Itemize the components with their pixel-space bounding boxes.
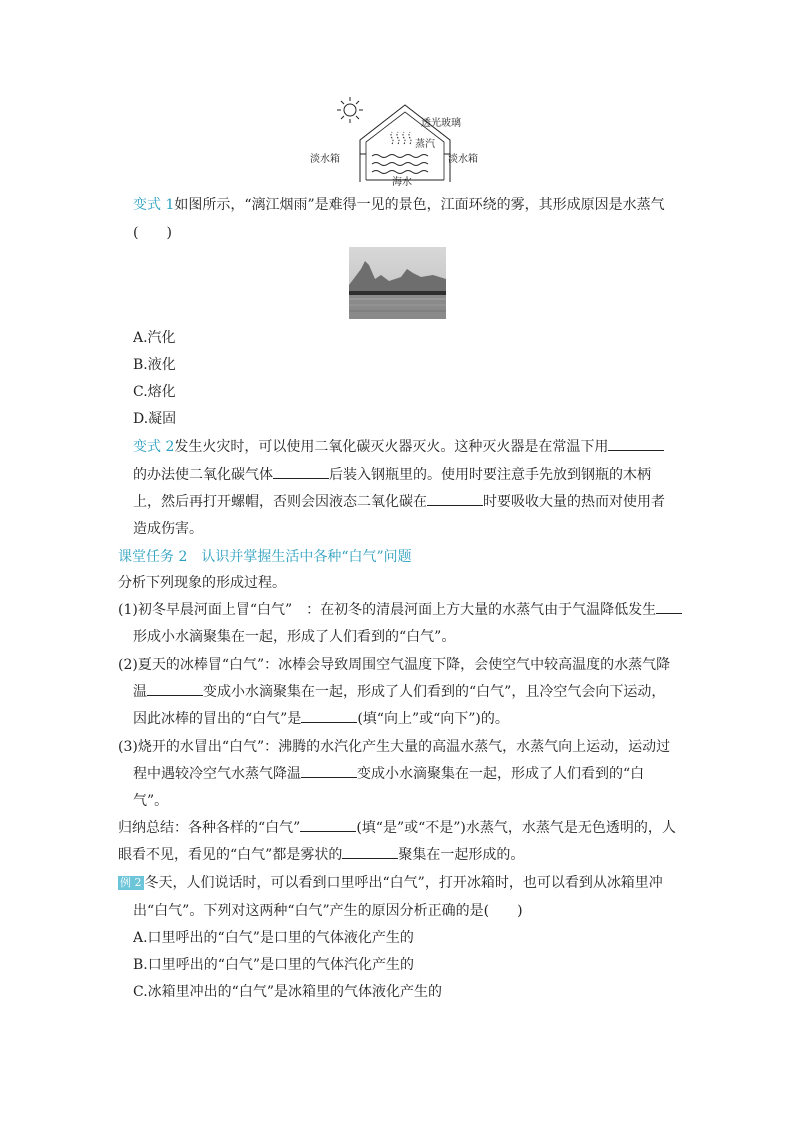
summary-line1: 归纳总结：各种各样的“白气” (填“是”或“不是”)水蒸气，水蒸气是无色透明的，人 — [118, 820, 676, 836]
solar-still-figure — [300, 92, 500, 192]
example2-line2: 出“白气”。下列对这两种“白气”产生的原因分析正确的是( ) — [133, 903, 523, 919]
answer-blank[interactable] — [273, 466, 329, 479]
example2-tag: 例 2 — [120, 876, 142, 889]
variant1-question — [133, 195, 665, 215]
label-steam: 蒸汽 — [415, 139, 435, 150]
answer-blank[interactable] — [656, 601, 682, 614]
variant1-text: 如图所示，“漓江烟雨”是难得一见的景色，江面环绕的雾，其形成原因是水蒸气 — [174, 197, 665, 213]
task2-item2-line2: 温 变成小水滴聚集在一起，形成了人们看到的“白气”，且冷空气会向下运动， — [133, 684, 666, 700]
example2-option-a: A.口里呼出的“白气”是口里的气体液化产生的 — [133, 930, 414, 946]
answer-blank[interactable] — [301, 710, 357, 723]
answer-blank[interactable] — [608, 438, 664, 451]
variant1-label: 变式 1 — [133, 197, 175, 213]
answer-blank[interactable] — [301, 765, 357, 778]
variant1-option-c: C.熔化 — [133, 384, 176, 400]
li-river-photo — [349, 247, 446, 319]
task2-item2-line1: (2)夏天的冰棒冒“白气”：冰棒会导致周围空气温度下降，会使空气中较高温度的水蒸气降 — [118, 657, 671, 673]
variant1-paren: ( ) — [133, 225, 172, 241]
variant1-option-b: B.液化 — [133, 357, 176, 373]
answer-blank[interactable] — [342, 846, 398, 859]
summary-line2: 眼看不见，看见的“白气”都是雾状的 聚集在一起形成的。 — [118, 847, 525, 863]
task2-item1-line2: 形成小水滴聚集在一起，形成了人们看到的“白气”。 — [133, 629, 456, 645]
answer-blank[interactable] — [147, 683, 203, 696]
variant2-line1: 变式 2发生火灾时，可以使用二氧化碳灭火器灭火。这种灭火器是在常温下用 — [133, 437, 664, 457]
variant2-line2: 的办法使二氧化碳气体 后装入钢瓶里的。使用时要注意手先放到钢瓶的木柄 — [133, 467, 651, 483]
example2-option-b: B.口里呼出的“白气”是口里的气体汽化产生的 — [133, 957, 415, 973]
label-tank-right: 淡水箱 — [448, 154, 478, 165]
label-tank-left: 淡水箱 — [310, 154, 340, 165]
task2-item3-line2: 程中遇较冷空气水蒸气降温 变成小水滴聚集在一起，形成了人们看到的“白 — [133, 766, 645, 782]
task2-item3-line3: 气”。 — [133, 793, 169, 809]
task2-item3-line1: (3)烧开的水冒出“白气”：沸腾的水汽化产生大量的高温水蒸气，水蒸气向上运动，运动过 — [118, 739, 671, 755]
variant1-option-a: A.汽化 — [133, 330, 176, 346]
task2-intro: 分析下列现象的形成过程。 — [118, 575, 286, 591]
label-glass: 透光玻璃 — [421, 118, 461, 129]
variant2-line3: 上，然后再打开螺帽，否则会因液态二氧化碳在 时要吸收大量的热而对使用者 — [133, 494, 665, 510]
task2-heading: 课堂任务 2 认识并掌握生活中各种“白气”问题 — [118, 549, 412, 565]
example2-option-c: C.冰箱里冲出的“白气”是冰箱里的气体液化产生的 — [133, 984, 442, 1000]
label-sea: 海水 — [392, 177, 412, 188]
variant2-label: 变式 2 — [133, 439, 175, 455]
variant2-line4: 造成伤害。 — [133, 521, 203, 537]
task2-item1-line1: (1)初冬早晨河面上冒“白气” ：在初冬的清晨河面上方大量的水蒸气由于气温降低发生 — [118, 600, 682, 620]
sun-icon — [337, 97, 363, 123]
example2-line1: 例 2 冬天，人们说话时，可以看到口里呼出“白气”，打开冰箱时，也可以看到从冰箱里冲 — [120, 875, 663, 891]
variant1-option-d: D.凝固 — [133, 411, 177, 427]
task2-item2-line3: 因此冰棒的冒出的“白气”是 (填“向上”或“向下”)的。 — [133, 711, 509, 727]
answer-blank[interactable] — [300, 819, 356, 832]
answer-blank[interactable] — [427, 493, 483, 506]
